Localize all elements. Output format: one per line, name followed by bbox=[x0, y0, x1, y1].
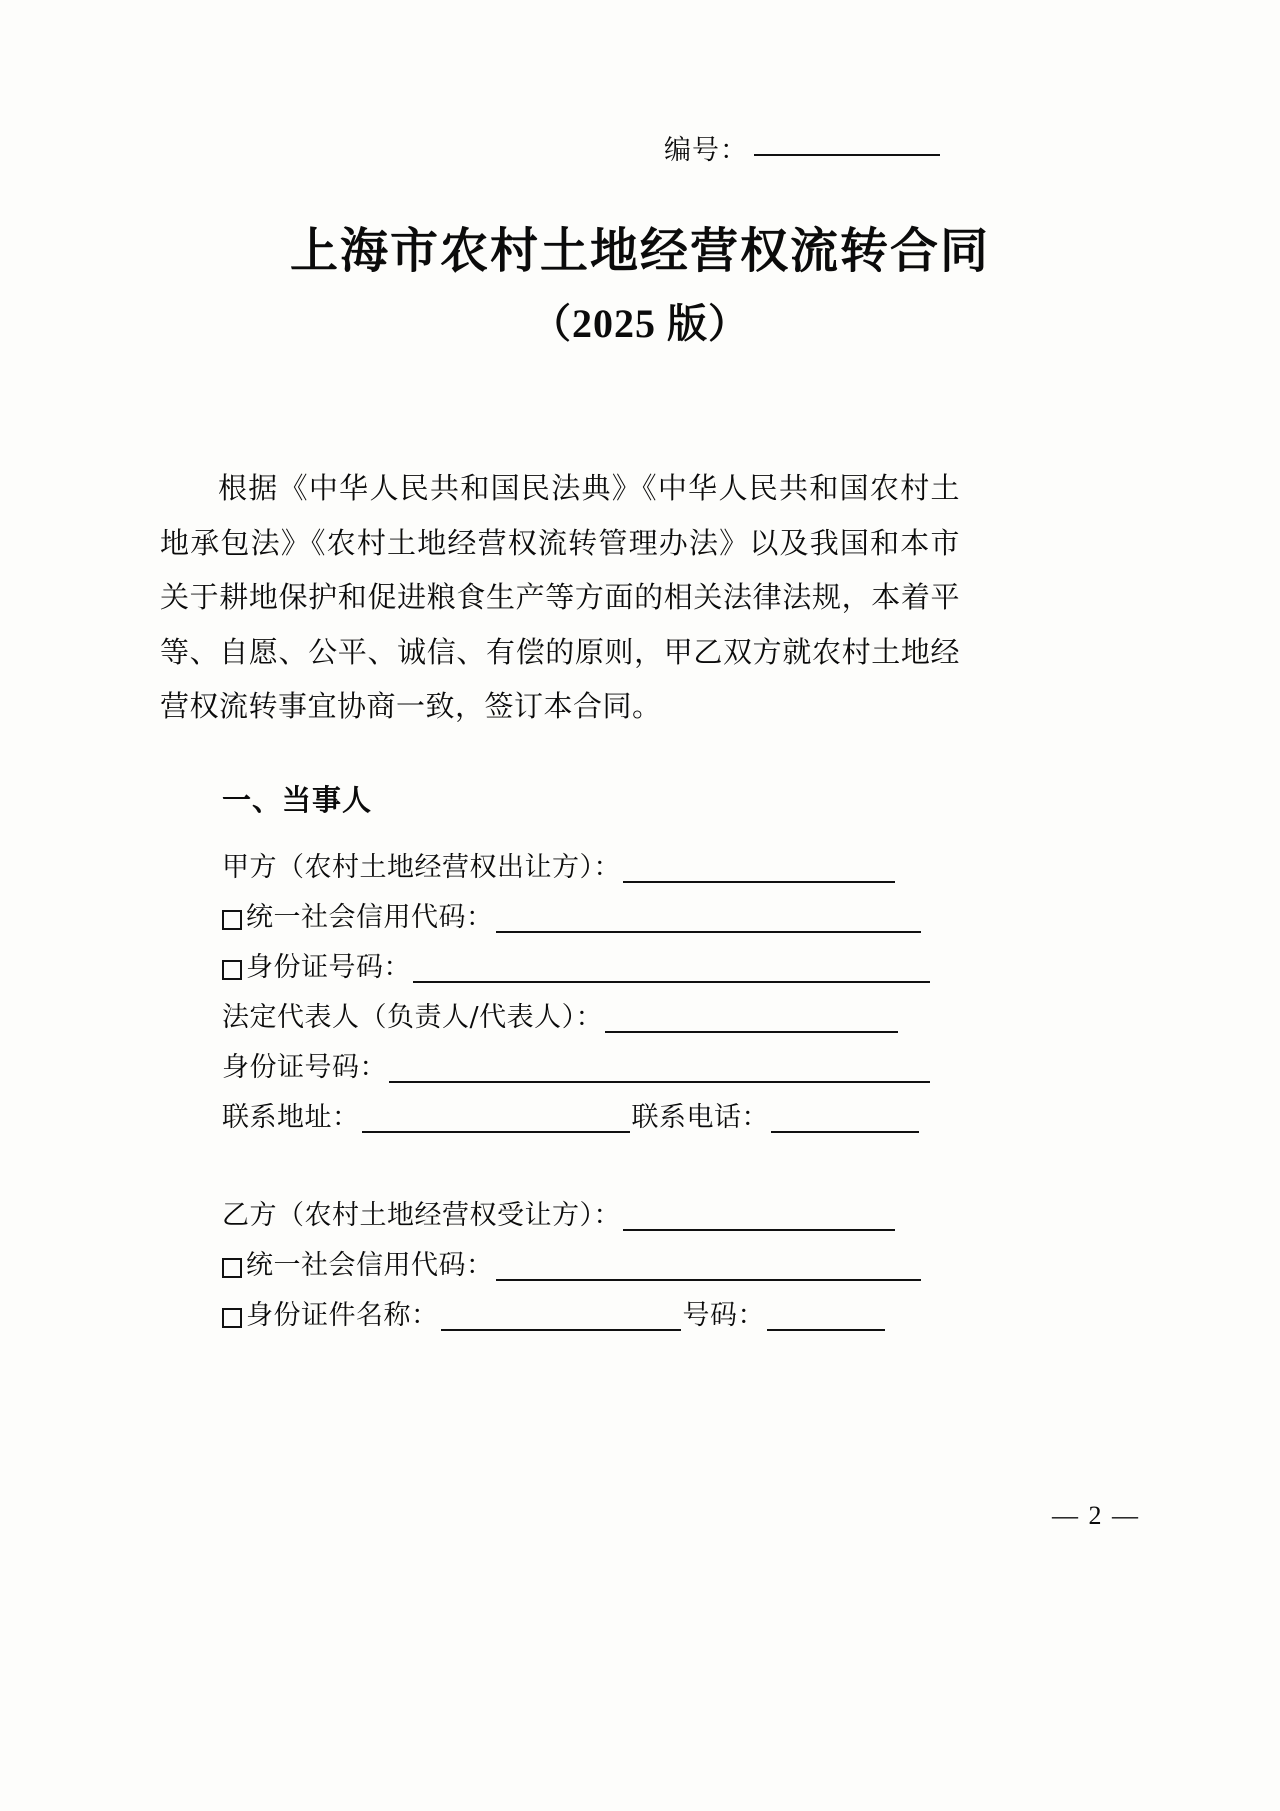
checkbox-icon[interactable] bbox=[222, 1258, 242, 1278]
field-label: 乙方（农村土地经营权受让方）： bbox=[222, 1200, 621, 1232]
intro-paragraph: 根据《中华人民共和国民法典》《中华人民共和国农村土地承包法》《农村土地经营权流转管理办法》以及我国和本市关于耕地保护和促进粮食生产等方面的相关法律法规，本着平等、自愿、公平、诚信、有偿的原则，甲乙双方就农村土地经营权流转事宜协商一致，签订本合同。 bbox=[160, 471, 960, 723]
page-number: — 2 — bbox=[1052, 1501, 1140, 1530]
field-party-a-legal-rep bbox=[222, 983, 970, 1033]
field-label-doc-number: 号码： bbox=[682, 1300, 765, 1332]
party-a-id-number-blank[interactable] bbox=[413, 953, 930, 983]
party-b-id-doc-name-blank[interactable] bbox=[441, 1301, 681, 1331]
party-a-name-blank[interactable] bbox=[623, 853, 895, 883]
field-party-a-contact bbox=[222, 1083, 970, 1133]
field-party-b-id-doc bbox=[222, 1281, 970, 1331]
intro-section bbox=[160, 432, 960, 763]
doc-number-label: 编号： bbox=[664, 135, 748, 165]
field-label: 身份证号码： bbox=[222, 1052, 387, 1084]
title-block bbox=[0, 222, 1280, 349]
section-parties bbox=[160, 778, 970, 1331]
party-a-legal-rep-id-blank[interactable] bbox=[389, 1053, 930, 1083]
doc-number-row bbox=[0, 128, 1280, 167]
party-b-name-blank[interactable] bbox=[623, 1201, 895, 1231]
field-label-address: 联系地址： bbox=[222, 1102, 360, 1134]
field-label-phone: 联系电话： bbox=[631, 1102, 769, 1134]
party-b-credit-code-blank[interactable] bbox=[496, 1251, 921, 1281]
document-subtitle: （2025 版） bbox=[531, 301, 749, 346]
field-label-doc-name: 身份证件名称： bbox=[246, 1300, 439, 1332]
field-label: 甲方（农村土地经营权出让方）： bbox=[222, 852, 621, 884]
field-label: 身份证号码： bbox=[246, 952, 411, 984]
party-a-credit-code-blank[interactable] bbox=[496, 903, 921, 933]
field-party-b-credit-code bbox=[222, 1231, 970, 1281]
field-party-a-name bbox=[222, 833, 970, 883]
document-title: 上海市农村土地经营权流转合同 bbox=[289, 225, 990, 278]
doc-number-input-blank[interactable] bbox=[754, 128, 940, 156]
party-separator bbox=[160, 1133, 970, 1181]
section-heading-parties: 一、当事人 bbox=[222, 783, 373, 817]
field-label: 统一社会信用代码： bbox=[246, 1250, 494, 1282]
checkbox-icon[interactable] bbox=[222, 1308, 242, 1328]
party-a-address-blank[interactable] bbox=[362, 1103, 630, 1133]
field-label: 法定代表人（负责人/代表人）： bbox=[222, 1002, 604, 1034]
checkbox-icon[interactable] bbox=[222, 910, 242, 930]
checkbox-icon[interactable] bbox=[222, 960, 242, 980]
field-party-a-credit-code bbox=[222, 883, 970, 933]
field-label: 统一社会信用代码： bbox=[246, 902, 494, 934]
field-party-a-legal-rep-id bbox=[222, 1033, 970, 1083]
field-party-a-id-number bbox=[222, 933, 970, 983]
field-party-b-name bbox=[222, 1181, 970, 1231]
party-a-phone-blank[interactable] bbox=[771, 1103, 919, 1133]
party-a-legal-rep-blank[interactable] bbox=[605, 1003, 898, 1033]
party-b-id-doc-number-blank[interactable] bbox=[767, 1301, 885, 1331]
